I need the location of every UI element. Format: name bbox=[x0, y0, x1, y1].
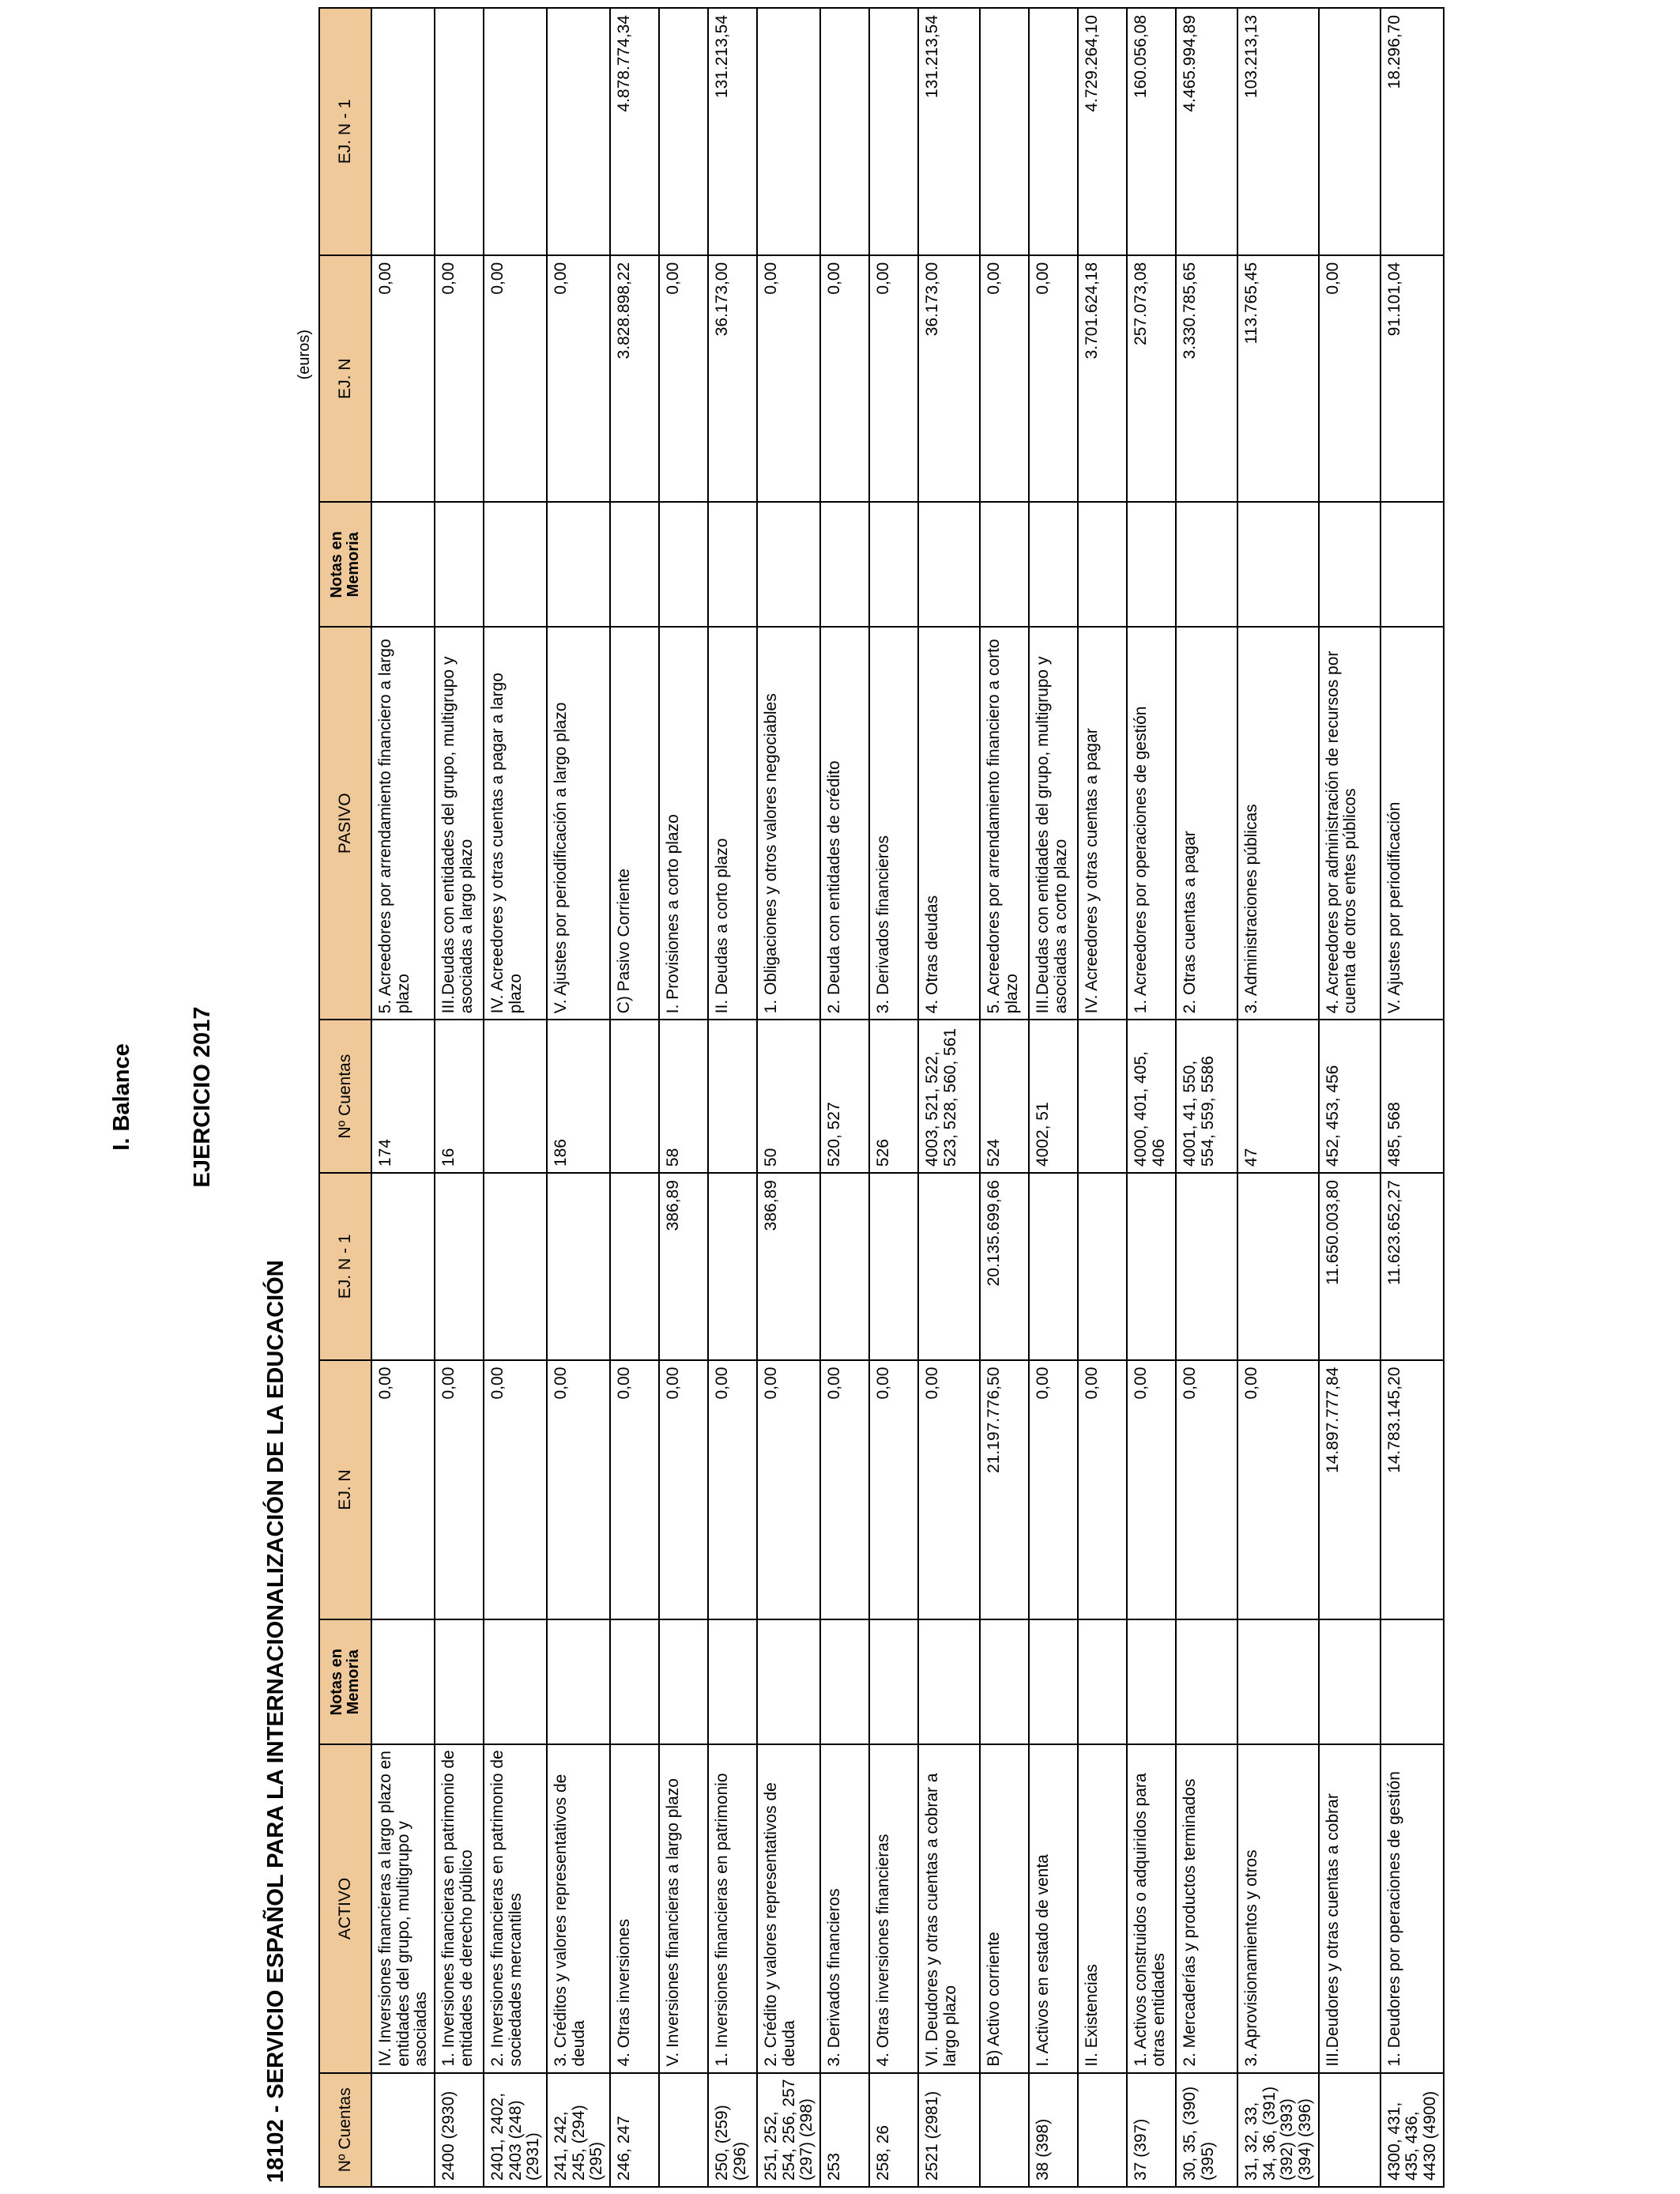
accounts-left: 246, 247 bbox=[610, 2073, 659, 2187]
ej-n-left: 0,00 bbox=[820, 1360, 869, 1620]
activo-label: 3. Créditos y valores representativos de deuda bbox=[547, 1744, 610, 2073]
table-row bbox=[371, 8, 435, 2187]
notes-left bbox=[1127, 1619, 1176, 1744]
ej-n-left: 0,00 bbox=[1176, 1360, 1237, 1620]
ej-n1-right: 18.296,70 bbox=[1381, 8, 1444, 255]
col-header-ej-n1-right: EJ. N - 1 bbox=[319, 8, 371, 255]
notes-left bbox=[1319, 1619, 1381, 1744]
ej-n-left: 0,00 bbox=[1029, 1360, 1078, 1620]
activo-label: 1. Inversiones financieras en patrimonio de entidades de derecho público bbox=[435, 1744, 484, 2073]
activo-label: B) Activo corriente bbox=[980, 1744, 1029, 2073]
notes-right bbox=[708, 503, 757, 628]
activo-label: I. Activos en estado de venta bbox=[1029, 1744, 1078, 2073]
pasivo-label: 5. Acreedores por arrendamiento financiero a corto plazo bbox=[980, 627, 1029, 1020]
ej-n1-right bbox=[547, 8, 610, 255]
accounts-right: 4000, 401, 405, 406 bbox=[1127, 1020, 1176, 1173]
accounts-right: 526 bbox=[869, 1020, 918, 1173]
ej-n1-right bbox=[435, 8, 484, 255]
ej-n-right: 3.701.624,18 bbox=[1078, 255, 1127, 503]
ej-n-right: 0,00 bbox=[659, 255, 708, 503]
pasivo-label: 4. Acreedores por administración de recursos por cuenta de otros entes públicos bbox=[1319, 627, 1381, 1020]
notes-right bbox=[1176, 503, 1237, 628]
pasivo-label: C) Pasivo Corriente bbox=[610, 627, 659, 1020]
ej-n-right: 3.330.785,65 bbox=[1176, 255, 1237, 503]
pasivo-label: III.Deudas con entidades del grupo, multigrupo y asociadas a largo plazo bbox=[435, 627, 484, 1020]
ej-n-left: 14.897.777,84 bbox=[1319, 1360, 1381, 1620]
ej-n1-left bbox=[1029, 1173, 1078, 1360]
accounts-left bbox=[1078, 2073, 1127, 2187]
ej-n-right: 0,00 bbox=[435, 255, 484, 503]
activo-label: III.Deudores y otras cuentas a cobrar bbox=[1319, 1744, 1381, 2073]
ej-n-left: 0,00 bbox=[918, 1360, 980, 1620]
notes-left bbox=[980, 1619, 1029, 1744]
notes-right bbox=[1319, 503, 1381, 628]
ej-n-left: 0,00 bbox=[659, 1360, 708, 1620]
table-body bbox=[371, 8, 1444, 2187]
ej-n-right: 0,00 bbox=[547, 255, 610, 503]
notes-left bbox=[820, 1619, 869, 1744]
accounts-left: 253 bbox=[820, 2073, 869, 2187]
notes-left bbox=[708, 1619, 757, 1744]
ej-n1-left bbox=[435, 1173, 484, 1360]
table-row bbox=[1127, 8, 1176, 2187]
col-header-ej-n-right: EJ. N bbox=[319, 255, 371, 503]
ej-n1-left bbox=[708, 1173, 757, 1360]
notes-left bbox=[1237, 1619, 1319, 1744]
table-row bbox=[610, 8, 659, 2187]
activo-label: 1. Activos construidos o adquiridos para otras entidades bbox=[1127, 1744, 1176, 2073]
ej-n1-left bbox=[918, 1173, 980, 1360]
table-header-row bbox=[319, 8, 371, 2187]
balance-table bbox=[318, 7, 1445, 2188]
ej-n1-right bbox=[1029, 8, 1078, 255]
activo-label: 3. Aprovisionamientos y otros bbox=[1237, 1744, 1319, 2073]
accounts-right: 520, 527 bbox=[820, 1020, 869, 1173]
notes-right bbox=[980, 503, 1029, 628]
ej-n-right: 0,00 bbox=[869, 255, 918, 503]
ej-n1-left bbox=[547, 1173, 610, 1360]
pasivo-label: 4. Otras deudas bbox=[918, 627, 980, 1020]
notes-left bbox=[869, 1619, 918, 1744]
pasivo-label: 2. Otras cuentas a pagar bbox=[1176, 627, 1237, 1020]
accounts-left: 2400 (2930) bbox=[435, 2073, 484, 2187]
ej-n1-left: 20.135.699,66 bbox=[980, 1173, 1029, 1360]
activo-label: 4. Otras inversiones bbox=[610, 1744, 659, 2073]
table-row bbox=[980, 8, 1029, 2187]
activo-label: IV. Inversiones financieras a largo plazo en entidades del grupo, multigrupo y asociadas bbox=[371, 1744, 435, 2073]
ej-n1-right: 4.878.774,34 bbox=[610, 8, 659, 255]
accounts-left: 4300, 431, 435, 436, 4430 (4900) bbox=[1381, 2073, 1444, 2187]
accounts-left: 2401, 2402, 2403 (248) (2931) bbox=[484, 2073, 547, 2187]
ej-n-left: 0,00 bbox=[371, 1360, 435, 1620]
ej-n1-right bbox=[820, 8, 869, 255]
accounts-right: 47 bbox=[1237, 1020, 1319, 1173]
notes-right bbox=[435, 503, 484, 628]
pasivo-label: 1. Obligaciones y otros valores negociables bbox=[757, 627, 820, 1020]
notes-right bbox=[371, 503, 435, 628]
ej-n-right: 257.073,08 bbox=[1127, 255, 1176, 503]
table-row bbox=[869, 8, 918, 2187]
ej-n-left: 0,00 bbox=[869, 1360, 918, 1620]
table-row bbox=[1029, 8, 1078, 2187]
notes-left bbox=[1078, 1619, 1127, 1744]
col-header-notes-right: Notas en Memoria bbox=[319, 503, 371, 628]
accounts-right bbox=[1078, 1020, 1127, 1173]
table-row bbox=[547, 8, 610, 2187]
pasivo-label: IV. Acreedores y otras cuentas a pagar bbox=[1078, 627, 1127, 1020]
ej-n1-right bbox=[757, 8, 820, 255]
ej-n1-right: 4.729.264,10 bbox=[1078, 8, 1127, 255]
table-row bbox=[1078, 8, 1127, 2187]
ej-n1-left bbox=[1237, 1173, 1319, 1360]
notes-left bbox=[547, 1619, 610, 1744]
activo-label: VI. Deudores y otras cuentas a cobrar a largo plazo bbox=[918, 1744, 980, 2073]
notes-right bbox=[869, 503, 918, 628]
col-header-accounts-left: Nº Cuentas bbox=[319, 2073, 371, 2187]
accounts-left: 258, 26 bbox=[869, 2073, 918, 2187]
accounts-left: 31, 32, 33, 34, 36, (391) (392) (393) (394) (396) bbox=[1237, 2073, 1319, 2187]
accounts-right bbox=[610, 1020, 659, 1173]
table-row bbox=[708, 8, 757, 2187]
activo-label: V. Inversiones financieras a largo plazo bbox=[659, 1744, 708, 2073]
table-row bbox=[757, 8, 820, 2187]
activo-label: 2. Mercaderías y productos terminados bbox=[1176, 1744, 1237, 2073]
ej-n-left: 0,00 bbox=[484, 1360, 547, 1620]
ej-n-right: 0,00 bbox=[980, 255, 1029, 503]
accounts-left bbox=[371, 2073, 435, 2187]
ej-n-left: 21.197.776,50 bbox=[980, 1360, 1029, 1620]
notes-right bbox=[659, 503, 708, 628]
table-row bbox=[1237, 8, 1319, 2187]
ej-n-right: 113.765,45 bbox=[1237, 255, 1319, 503]
ej-n1-left bbox=[820, 1173, 869, 1360]
activo-label: 2. Inversiones financieras en patrimonio de sociedades mercantiles bbox=[484, 1744, 547, 2073]
ej-n-right: 0,00 bbox=[1029, 255, 1078, 503]
ej-n1-right: 131.213,54 bbox=[708, 8, 757, 255]
table-row bbox=[1176, 8, 1237, 2187]
col-header-pasivo: PASIVO bbox=[319, 627, 371, 1020]
accounts-right: 186 bbox=[547, 1020, 610, 1173]
ej-n1-left bbox=[484, 1173, 547, 1360]
notes-left bbox=[1176, 1619, 1237, 1744]
accounts-left: 2521 (2981) bbox=[918, 2073, 980, 2187]
ej-n1-left: 386,89 bbox=[659, 1173, 708, 1360]
notes-left bbox=[1029, 1619, 1078, 1744]
ej-n1-right: 103.213,13 bbox=[1237, 8, 1319, 255]
ej-n-right: 0,00 bbox=[820, 255, 869, 503]
ej-n1-right: 4.465.994,89 bbox=[1176, 8, 1237, 255]
pasivo-label: 2. Deuda con entidades de crédito bbox=[820, 627, 869, 1020]
ej-n-right: 36.173,00 bbox=[918, 255, 980, 503]
ej-n-right: 0,00 bbox=[371, 255, 435, 503]
ej-n1-left: 11.650.003,80 bbox=[1319, 1173, 1381, 1360]
ej-n1-right bbox=[869, 8, 918, 255]
accounts-left: 30, 35, (390) (395) bbox=[1176, 2073, 1237, 2187]
notes-right bbox=[1381, 503, 1444, 628]
accounts-left: 241, 242, 245, (294) (295) bbox=[547, 2073, 610, 2187]
table-row bbox=[918, 8, 980, 2187]
notes-right bbox=[1078, 503, 1127, 628]
ej-n1-left bbox=[869, 1173, 918, 1360]
accounts-left: 37 (397) bbox=[1127, 2073, 1176, 2187]
table-row bbox=[1381, 8, 1444, 2187]
activo-label: 3. Derivados financieros bbox=[820, 1744, 869, 2073]
accounts-right: 4001, 41, 550, 554, 559, 5586 bbox=[1176, 1020, 1237, 1173]
ej-n-left: 0,00 bbox=[757, 1360, 820, 1620]
accounts-right: 16 bbox=[435, 1020, 484, 1173]
ej-n-left: 0,00 bbox=[610, 1360, 659, 1620]
accounts-right: 485, 568 bbox=[1381, 1020, 1444, 1173]
notes-right bbox=[610, 503, 659, 628]
ej-n1-left bbox=[1176, 1173, 1237, 1360]
fiscal-year-title: EJERCICIO 2017 bbox=[190, 1006, 215, 1188]
col-header-accounts-right: Nº Cuentas bbox=[319, 1020, 371, 1173]
accounts-left bbox=[659, 2073, 708, 2187]
pasivo-label: 1. Acreedores por operaciones de gestión bbox=[1127, 627, 1176, 1020]
pasivo-label: IV. Acreedores y otras cuentas a pagar a largo plazo bbox=[484, 627, 547, 1020]
pasivo-label: 3. Derivados financieros bbox=[869, 627, 918, 1020]
ej-n-right: 91.101,04 bbox=[1381, 255, 1444, 503]
notes-left bbox=[435, 1619, 484, 1744]
ej-n1-left bbox=[1127, 1173, 1176, 1360]
col-header-ej-n1-left: EJ. N - 1 bbox=[319, 1173, 371, 1360]
table-row bbox=[435, 8, 484, 2187]
pasivo-label: V. Ajustes por periodificación bbox=[1381, 627, 1444, 1020]
accounts-left: 251, 252, 254, 256, 257 (297) (298) bbox=[757, 2073, 820, 2187]
ej-n1-left: 386,89 bbox=[757, 1173, 820, 1360]
accounts-right: 524 bbox=[980, 1020, 1029, 1173]
pasivo-label: II. Deudas a corto plazo bbox=[708, 627, 757, 1020]
accounts-left bbox=[980, 2073, 1029, 2187]
accounts-right: 452, 453, 456 bbox=[1319, 1020, 1381, 1173]
ej-n1-right: 131.213,54 bbox=[918, 8, 980, 255]
accounts-right: 174 bbox=[371, 1020, 435, 1173]
accounts-right: 4002, 51 bbox=[1029, 1020, 1078, 1173]
accounts-left bbox=[1319, 2073, 1381, 2187]
notes-left bbox=[484, 1619, 547, 1744]
activo-label: 2. Crédito y valores representativos de deuda bbox=[757, 1744, 820, 2073]
ej-n-right: 36.173,00 bbox=[708, 255, 757, 503]
ej-n-left: 0,00 bbox=[708, 1360, 757, 1620]
notes-left bbox=[918, 1619, 980, 1744]
ej-n-right: 0,00 bbox=[484, 255, 547, 503]
ej-n-left: 0,00 bbox=[1237, 1360, 1319, 1620]
ej-n-left: 0,00 bbox=[547, 1360, 610, 1620]
table-row bbox=[820, 8, 869, 2187]
activo-label: 1. Deudores por operaciones de gestión bbox=[1381, 1744, 1444, 2073]
pasivo-label: III.Deudas con entidades del grupo, multigrupo y asociadas a corto plazo bbox=[1029, 627, 1078, 1020]
table-row bbox=[1319, 8, 1381, 2187]
pasivo-label: I. Provisiones a corto plazo bbox=[659, 627, 708, 1020]
notes-left bbox=[659, 1619, 708, 1744]
ej-n1-right bbox=[659, 8, 708, 255]
notes-right bbox=[918, 503, 980, 628]
notes-left bbox=[1381, 1619, 1444, 1744]
ej-n1-right: 160.056,08 bbox=[1127, 8, 1176, 255]
activo-label: 1. Inversiones financieras en patrimonio bbox=[708, 1744, 757, 2073]
accounts-left: 38 (398) bbox=[1029, 2073, 1078, 2187]
accounts-right: 50 bbox=[757, 1020, 820, 1173]
pasivo-label: 5. Acreedores por arrendamiento financiero a largo plazo bbox=[371, 627, 435, 1020]
ej-n1-right bbox=[980, 8, 1029, 255]
report-title: I. Balance bbox=[109, 1043, 134, 1151]
ej-n-right: 0,00 bbox=[757, 255, 820, 503]
notes-right bbox=[547, 503, 610, 628]
table-row bbox=[484, 8, 547, 2187]
col-header-ej-n-left: EJ. N bbox=[319, 1360, 371, 1620]
ej-n1-left bbox=[610, 1173, 659, 1360]
accounts-right bbox=[708, 1020, 757, 1173]
ej-n-left: 0,00 bbox=[1078, 1360, 1127, 1620]
notes-right bbox=[1029, 503, 1078, 628]
ej-n-left: 0,00 bbox=[1127, 1360, 1176, 1620]
notes-right bbox=[1127, 503, 1176, 628]
col-header-activo: ACTIVO bbox=[319, 1744, 371, 2073]
activo-label: 4. Otras inversiones financieras bbox=[869, 1744, 918, 2073]
notes-left bbox=[757, 1619, 820, 1744]
accounts-right: 58 bbox=[659, 1020, 708, 1173]
ej-n-right: 0,00 bbox=[1319, 255, 1381, 503]
pasivo-label: V. Ajustes por periodificación a largo plazo bbox=[547, 627, 610, 1020]
accounts-left: 250, (259) (296) bbox=[708, 2073, 757, 2187]
col-header-notes-left: Notas en Memoria bbox=[319, 1619, 371, 1744]
ej-n1-right bbox=[371, 8, 435, 255]
table-row bbox=[659, 8, 708, 2187]
pasivo-label: 3. Administraciones públicas bbox=[1237, 627, 1319, 1020]
notes-left bbox=[610, 1619, 659, 1744]
entity-name: 18102 - SERVICIO ESPAÑOL PARA LA INTERNACIONALIZACIÓN DE LA EDUCACIÓN bbox=[263, 1260, 288, 2183]
ej-n1-right bbox=[484, 8, 547, 255]
ej-n-right: 3.828.898,22 bbox=[610, 255, 659, 503]
currency-label: (euros) bbox=[296, 330, 313, 380]
notes-right bbox=[1237, 503, 1319, 628]
ej-n-left: 14.783.145,20 bbox=[1381, 1360, 1444, 1620]
activo-label: II. Existencias bbox=[1078, 1744, 1127, 2073]
ej-n1-left bbox=[371, 1173, 435, 1360]
notes-left bbox=[371, 1619, 435, 1744]
ej-n1-right bbox=[1319, 8, 1381, 255]
accounts-right bbox=[484, 1020, 547, 1173]
ej-n1-left: 11.623.652,27 bbox=[1381, 1173, 1444, 1360]
notes-right bbox=[820, 503, 869, 628]
notes-right bbox=[484, 503, 547, 628]
accounts-right: 4003, 521, 522, 523, 528, 560, 561 bbox=[918, 1020, 980, 1173]
ej-n-left: 0,00 bbox=[435, 1360, 484, 1620]
notes-right bbox=[757, 503, 820, 628]
ej-n1-left bbox=[1078, 1173, 1127, 1360]
